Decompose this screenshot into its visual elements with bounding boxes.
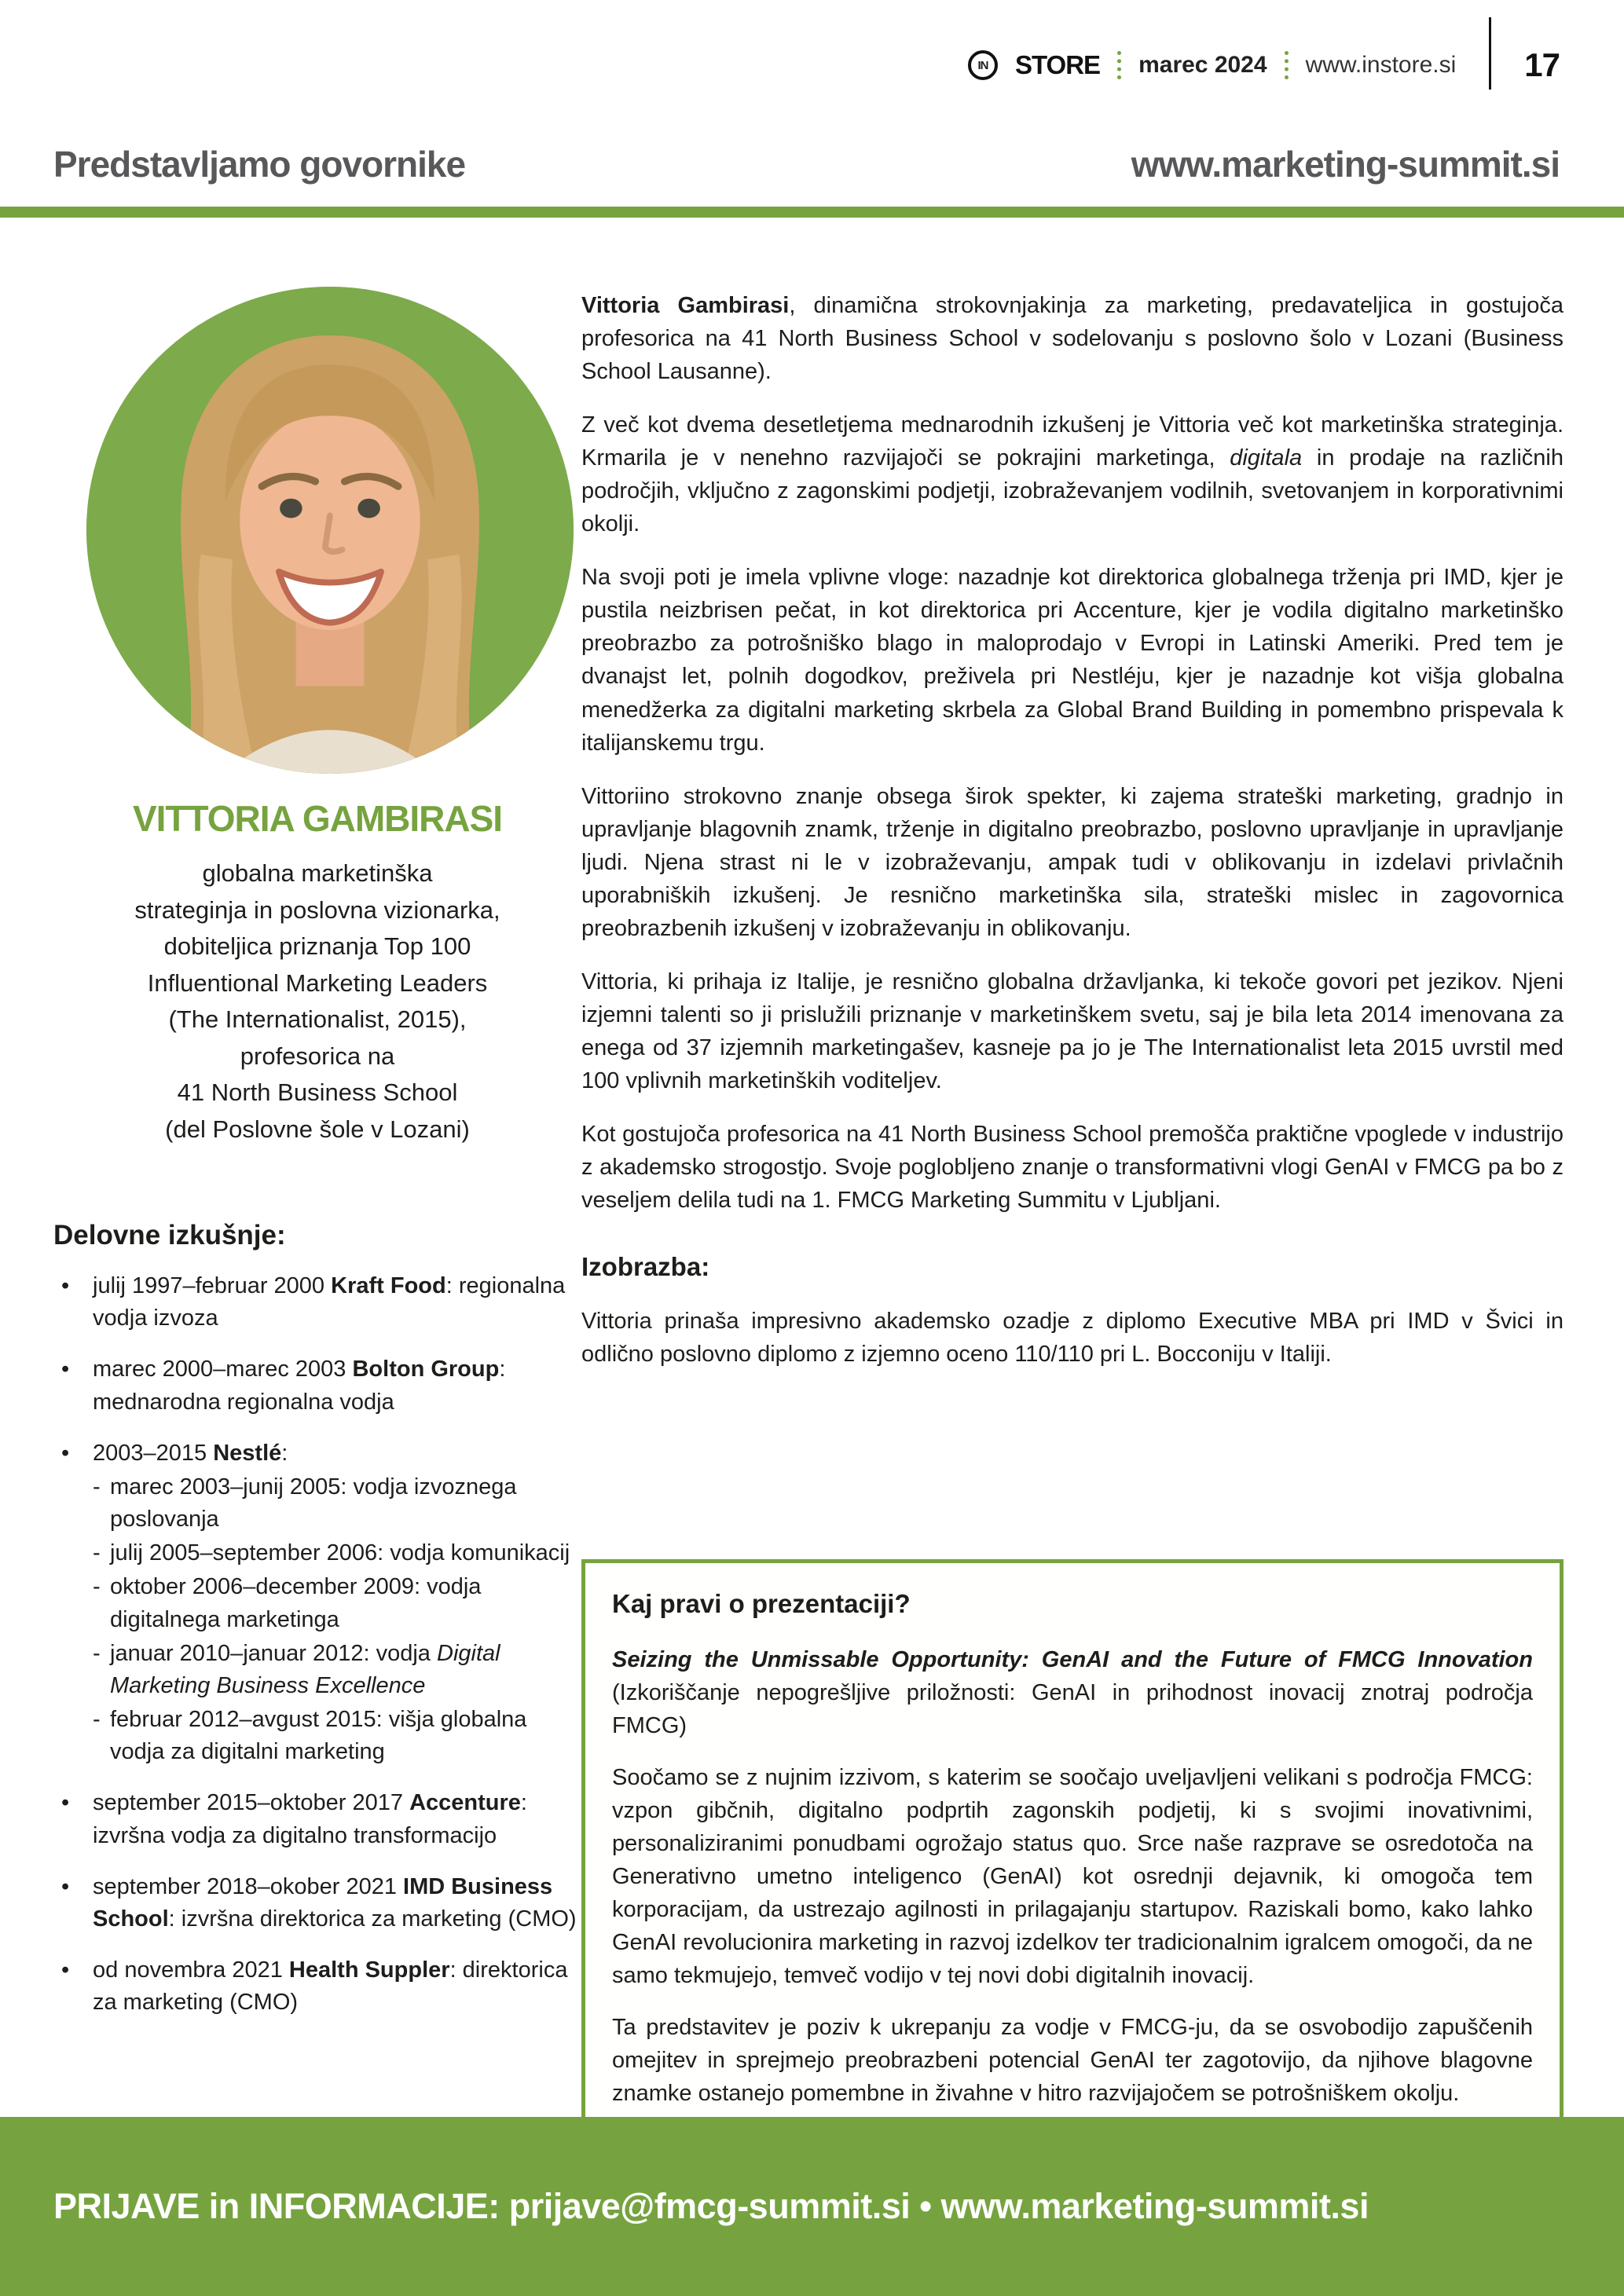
logo-letters: IN bbox=[977, 58, 988, 72]
experience-subtext: januar 2010–januar 2012: vodja Digital Marketing Business Excellence bbox=[110, 1640, 500, 1698]
section-header bbox=[53, 143, 1560, 185]
experience-subitem bbox=[93, 1571, 581, 1635]
experience-subtext: februar 2012–avgust 2015: višja globalna vodja za digitalni marketing bbox=[110, 1707, 527, 1765]
presentation-title: Seizing the Unmissable Opportunity: GenAI and the Future of FMCG Innovation (Izkoriščanje nepogrešljive priložnosti: GenAI in prihodnost inovacij znotraj področja FMCG) bbox=[612, 1646, 1533, 1738]
dotted-separator-icon bbox=[1285, 51, 1289, 79]
experience-item bbox=[53, 1270, 581, 1335]
experience-subitem bbox=[93, 1704, 581, 1768]
bio-paragraph: Z več kot dvema desetletjema mednarodnih izkušenj je Vittoria več kot marketinška strateginja. Krmarila je v nenehno razvijajoči se pokrajini marketinga, digitala in prodaje na različnih področjih, vključno z zagonskimi podjetji, izobraževanjem vodilnih, svetovanjem in korporativnimi okolji. bbox=[581, 412, 1564, 537]
speaker-subtitle bbox=[53, 855, 581, 1148]
bio-column bbox=[581, 289, 1564, 2107]
instore-logo-icon bbox=[968, 50, 998, 80]
subtitle-line: globalna marketinška bbox=[202, 859, 433, 887]
summit-url[interactable]: www.marketing-summit.si bbox=[1131, 144, 1560, 185]
experience-subitem bbox=[93, 1537, 581, 1569]
dotted-separator-icon bbox=[1117, 51, 1121, 79]
divider-line bbox=[1489, 17, 1491, 90]
subtitle-line: profesorica na bbox=[240, 1042, 395, 1070]
footer-bar bbox=[0, 2117, 1624, 2296]
bullet-icon: • bbox=[61, 1873, 70, 1899]
education-paragraph: Vittoria prinaša impresivno akademsko ozadje z diplomo Executive MBA pri IMD v Švici in odlično poslovno diplomo z izjemno oceno 110/110 pri L. Bocconiju v Italiji. bbox=[581, 1309, 1564, 1368]
experience-text: julij 1997–februar 2000 Kraft Food: regionalna vodja izvoza bbox=[93, 1273, 566, 1331]
presentation-paragraph: Soočamo se z nujnim izzivom, s katerim se soočajo uveljavljeni velikani s področja FMCG: vzpon gibčnih, digitalno podprtih zagonskih podjetij, ki s svojimi inovativnimi, personaliziranimi ponudbami ogrožajo status quo. Srce naše razprave se osredotoča na Generativno umetno inteligenco (GenAI) kot osrednji dejavnik, ki omogoča tem korporacijam, da ustrezajo agilnosti in prilagajanju startupov. Raziskali bomo, kako lahko GenAI revolucionira marketing in razvoj izdelkov ter tradicionalnim igralcem omogoči, da ne samo tekmujejo, temveč vodijo v tej novi dobi digitalnih inovacij. bbox=[612, 1764, 1533, 1989]
bio-paragraph: Vittoria, ki prihaja iz Italije, je resnično globalna državljanka, ki tekoče govori pet jezikov. Njeni izjemni talenti so ji prislužili priznanje v marketinškem svetu, saj je bila leta 2014 imenovana za enega od 37 izjemnih marketingašev, kasneje pa jo je The Internationalist leta 2015 uvrstil med 100 vplivnih marketinških voditeljev. bbox=[581, 969, 1564, 1093]
subtitle-line: (The Internationalist, 2015), bbox=[168, 1005, 467, 1033]
top-meta-row bbox=[968, 41, 1560, 90]
experience-text: september 2015–oktober 2017 Accenture: izvršna vodja za digitalno transformacijo bbox=[93, 1790, 527, 1848]
experience-subtext: marec 2003–junij 2005: vodja izvoznega poslovanja bbox=[110, 1474, 517, 1532]
subtitle-line: dobiteljica priznanja Top 100 bbox=[163, 932, 471, 960]
presentation-box-heading: Kaj pravi o prezentaciji? bbox=[612, 1589, 911, 1618]
page-number: 17 bbox=[1524, 46, 1560, 83]
subtitle-line: strateginja in poslovna vizionarka, bbox=[134, 895, 500, 924]
speaker-name: VITTORIA GAMBIRASI bbox=[132, 798, 503, 839]
presentation-paragraph: Ta predstavitev je poziv k ukrepanju za vodje v FMCG-ju, da se osvobodijo zapuščenih omejitev in sprejmejo preobrazbeni potencial GenAI ter zagotovijo, da njihove blagovne znamke ostanejo pomembne in živahne v hitro razvijajočem se potrošniškem okolju. bbox=[612, 2015, 1533, 2107]
bullet-icon: • bbox=[61, 1957, 70, 1983]
experience-text-main: 2003–2015 Nestlé: bbox=[93, 1440, 288, 1466]
experience-list bbox=[53, 1270, 581, 2019]
bullet-icon: • bbox=[61, 1273, 70, 1298]
experience-text: od novembra 2021 Health Suppler: direktorica za marketing (CMO) bbox=[93, 1957, 568, 2016]
section-title: Predstavljamo govornike bbox=[53, 144, 466, 185]
experience-heading: Delovne izkušnje: bbox=[53, 1220, 286, 1251]
green-rule bbox=[0, 207, 1624, 218]
brand-name: STORE bbox=[1014, 50, 1101, 79]
experience-item bbox=[53, 1787, 581, 1851]
woman-portrait-illustration bbox=[86, 287, 574, 774]
dash-icon: - bbox=[93, 1640, 101, 1666]
experience-subitem bbox=[93, 1471, 581, 1536]
bullet-icon: • bbox=[61, 1440, 70, 1466]
experience-text: september 2018–okober 2021 IMD Business School: izvršna direktorica za marketing (CMO) bbox=[93, 1873, 577, 1932]
dash-icon: - bbox=[93, 1540, 101, 1566]
bio-paragraph: Na svoji poti je imela vplivne vloge: nazadnje kot direktorica globalnega trženja pri IMD, kjer je pustila neizbrisen pečat, in kot direktorica pri Accenture, kjer je vodila digitalno marketinško preobrazbo za potrošniško blago in maloprodajo v Evropi in Latinski Ameriki. Pred tem je dvanajst let, polnih dogodkov, preživela pri Nestléju, kjer je nazadnje kot višja globalna menedžerka za digitalni marketing skrbela za Global Brand Building in pomembno prispevala k italijanskemu trgu. bbox=[581, 565, 1564, 756]
bio-paragraph: Vittoria Gambirasi, dinamična strokovnjakinja za marketing, predavateljica in gostujoča profesorica na 41 North Business School v sodelovanju s poslovno šolo v Lozani (Business School Lausanne). bbox=[581, 293, 1564, 385]
issue-date: marec 2024 bbox=[1138, 52, 1267, 78]
subtitle-line: 41 North Business School bbox=[177, 1078, 458, 1106]
experience-subtext: julij 2005–september 2006: vodja komunikacij bbox=[110, 1540, 570, 1566]
experience-subtext: oktober 2006–december 2009: vodja digitalnega marketinga bbox=[110, 1574, 482, 1632]
dash-icon: - bbox=[93, 1574, 101, 1600]
subtitle-line: (del Poslovne šole v Lozani) bbox=[165, 1115, 470, 1143]
bio-paragraph: Kot gostujoča profesorica na 41 North Business School premošča praktične vpoglede v industrijo z akademsko strogostjo. Svoje poglobljeno znanje o transformativni vlogi GenAI v FMCG pa bo z veseljem delila tudi na 1. FMCG Marketing Summitu v Ljubljani. bbox=[581, 1122, 1564, 1214]
experience-text bbox=[93, 1437, 581, 1769]
experience-subitem bbox=[93, 1638, 581, 1702]
experience-item bbox=[53, 1353, 581, 1418]
education-heading: Izobrazba: bbox=[581, 1252, 710, 1282]
dash-icon: - bbox=[93, 1474, 101, 1500]
experience-item bbox=[53, 1871, 581, 1935]
experience-item bbox=[53, 1437, 581, 1769]
speaker-photo bbox=[86, 287, 574, 774]
experience-text: marec 2000–marec 2003 Bolton Group: mednarodna regionalna vodja bbox=[93, 1357, 506, 1415]
instore-url[interactable]: www.instore.si bbox=[1305, 52, 1457, 78]
bullet-icon: • bbox=[61, 1357, 70, 1382]
bullet-icon: • bbox=[61, 1790, 70, 1816]
experience-item bbox=[53, 1954, 581, 2019]
dash-icon: - bbox=[93, 1707, 101, 1733]
subtitle-line: Influentional Marketing Leaders bbox=[147, 969, 488, 997]
presentation-box bbox=[581, 1559, 1564, 2133]
experience-sublist bbox=[93, 1471, 581, 1769]
footer-contact[interactable]: PRIJAVE in INFORMACIJE: prijave@fmcg-summit.si • www.marketing-summit.si bbox=[53, 2186, 1369, 2226]
bio-paragraph: Vittoriino strokovno znanje obsega širok spekter, ki zajema strateški marketing, gradnjo in upravljanje blagovnih znamk, trženje in digitalno preobrazbo, poslovno upravljanje in upravljanje ljudi. Njena strast ni le v izobraževanju, ampak tudi v oblikovanju in izdelavi privlačnih uporabniških izkušenj. Je resnično marketinška sila, strateški mislec in zagovornica preobrazbenih izkušenj v izobraževanju in oblikovanju. bbox=[581, 783, 1564, 941]
speaker-column bbox=[53, 259, 581, 2019]
